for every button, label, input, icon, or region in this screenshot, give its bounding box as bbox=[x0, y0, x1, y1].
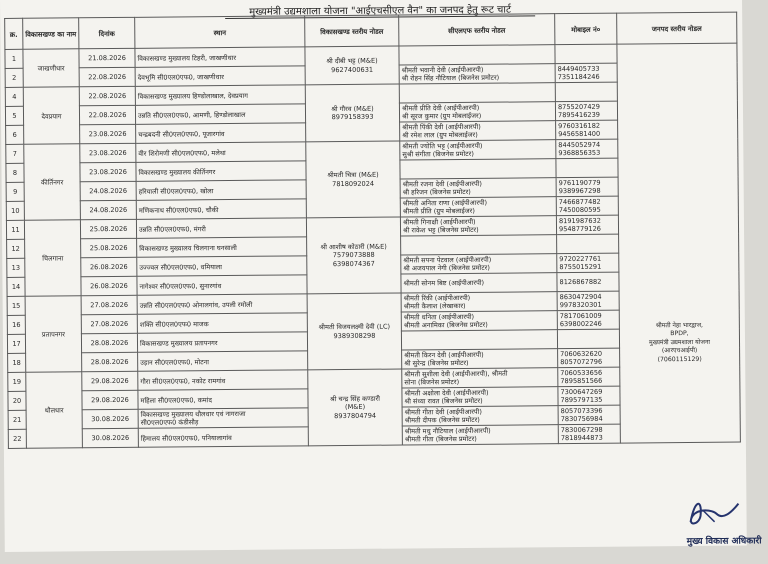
date-cell: 22.08.2026 bbox=[79, 67, 135, 86]
header-clf-nodal: सीएलएफ स्तरीय नोडल bbox=[399, 14, 555, 46]
district-nodal-line: (7060115129) bbox=[657, 355, 702, 363]
clf-nodal-cell bbox=[399, 45, 555, 65]
header-block: विकासखण्ड का नाम bbox=[23, 18, 79, 49]
date-cell: 26.08.2026 bbox=[81, 276, 137, 295]
header-district-nodal: जनपद स्तरीय नोडल bbox=[617, 12, 737, 44]
clf-nodal-line: श्रीमती गिनाक्षी (आईपीआरपी) bbox=[402, 217, 476, 227]
clf-nodal-cell bbox=[400, 159, 556, 179]
place-cell: मणिकनाथ सी0एल0एफ0, चौकी bbox=[136, 199, 306, 219]
block-nodal-line: 7818092024 bbox=[332, 179, 375, 188]
mobile-number: 9978320301 bbox=[559, 300, 602, 310]
block-nodal-line: (M&E) bbox=[344, 403, 366, 412]
block-nodal-cell bbox=[306, 141, 401, 218]
clf-nodal-cell bbox=[400, 178, 556, 198]
serial-cell: 20 bbox=[8, 391, 26, 410]
date-cell: 22.08.2026 bbox=[79, 105, 135, 124]
block-nodal-cell bbox=[305, 46, 399, 85]
place-cell: हरियाली सी0एल0एफ0, खोला bbox=[136, 180, 306, 200]
date-cell: 30.08.2026 bbox=[82, 428, 138, 447]
mobile-number: 7830067298 bbox=[560, 425, 603, 434]
mobile-cell bbox=[555, 82, 617, 102]
clf-nodal-line: श्रीमती दीपक (बिजनेस प्रमोटर) bbox=[404, 415, 480, 425]
block-nodal-line: 7579073888 bbox=[332, 251, 375, 260]
date-cell: 23.08.2026 bbox=[80, 143, 136, 162]
block-name-cell: चिलगाना bbox=[24, 220, 81, 296]
mobile-number: 9761190779 bbox=[558, 178, 601, 187]
mobile-number: 9720227761 bbox=[559, 254, 602, 263]
clf-nodal-line: श्री राकेश भट्ट (बिजनेस प्रमोटर) bbox=[402, 225, 479, 235]
header-block-nodal: विकासखण्ड स्तरीय नोडल bbox=[305, 15, 399, 47]
mobile-number: 8057073396 bbox=[560, 406, 603, 415]
route-chart-table bbox=[4, 12, 741, 449]
header-date: दिनांक bbox=[79, 17, 135, 48]
mobile-number: 8755207429 bbox=[557, 102, 600, 111]
mobile-number: 7895851566 bbox=[560, 376, 603, 386]
place-cell: चन्द्रबदनी सी0एल0एफ0, पूजारगांव bbox=[136, 123, 306, 143]
date-cell: 25.08.2026 bbox=[81, 238, 137, 257]
clf-nodal-line: श्रीमती सुशीला देवी (आईपीआरपी), श्रीमती bbox=[404, 369, 508, 379]
page-title: मुख्यमंत्री उद्यमशाला योजना "आईएचसीएल वैन" का जनपद हेतु रूट चार्ट bbox=[225, 1, 535, 19]
date-cell: 22.08.2026 bbox=[79, 86, 135, 105]
date-cell: 24.08.2026 bbox=[80, 200, 136, 219]
serial-cell: 4 bbox=[5, 87, 23, 106]
clf-nodal-cell bbox=[402, 349, 558, 369]
serial-cell: 13 bbox=[7, 258, 25, 277]
serial-cell: 17 bbox=[7, 334, 25, 353]
place-cell: विकासखण्ड मुख्यालय चिलगाना घनसाली bbox=[137, 237, 307, 257]
clf-nodal-cell bbox=[400, 197, 556, 217]
mobile-number: 7300647269 bbox=[560, 387, 603, 396]
clf-nodal-line: श्री संध्या रावत (बिजनेस प्रमोटर) bbox=[404, 396, 483, 406]
date-cell: 28.08.2026 bbox=[81, 333, 137, 352]
block-name-cell: प्रतापनगर bbox=[25, 296, 82, 372]
clf-nodal-cell bbox=[401, 330, 557, 350]
mobile-cell bbox=[556, 215, 618, 235]
mobile-cell bbox=[556, 120, 618, 140]
place-cell: उड़ान सी0एल0एफ0, मोटना bbox=[138, 351, 308, 371]
date-cell: 28.08.2026 bbox=[82, 352, 138, 371]
mobile-cell bbox=[557, 272, 619, 292]
block-nodal-cell bbox=[308, 369, 403, 446]
date-cell: 23.08.2026 bbox=[80, 162, 136, 181]
place-cell: उज्ज्वल सी0एल0एफ0, धमियाला bbox=[137, 256, 307, 276]
mobile-cell bbox=[555, 63, 617, 83]
mobile-cell bbox=[558, 386, 620, 406]
place-cell: विकासखण्ड मुख्यालय हिण्डोलाखाल, देवप्रयाग bbox=[135, 85, 305, 105]
place-line: विकासखण्ड मुख्यालय थौलधार एवं नागराजा bbox=[140, 409, 246, 419]
district-nodal-line: (आरएचआईपी) bbox=[661, 347, 698, 355]
clf-nodal-cell bbox=[401, 273, 557, 293]
serial-cell: 11 bbox=[6, 220, 24, 239]
serial-cell: 5 bbox=[5, 106, 23, 125]
date-cell: 23.08.2026 bbox=[80, 124, 136, 143]
clf-nodal-line: श्रीमती किरन देवी (आईपीआरपी) bbox=[404, 350, 484, 360]
date-cell: 29.08.2026 bbox=[82, 371, 138, 390]
date-cell: 29.08.2026 bbox=[82, 390, 138, 409]
clf-nodal-line: श्रीमती अक्षोला देवी (आईपीआरपी) bbox=[404, 388, 489, 398]
block-nodal-cell bbox=[306, 217, 401, 294]
mobile-cell bbox=[557, 253, 619, 273]
clf-nodal-line: श्रीमती कैलाश (लेखाकार) bbox=[403, 301, 466, 311]
clf-nodal-line: श्रीमती अनामिका (बिजनेस प्रमोटर) bbox=[403, 320, 488, 330]
clf-nodal-line: श्रीमती अनिता राणा (आईपीआरपी) bbox=[402, 198, 488, 208]
serial-cell: 22 bbox=[8, 429, 26, 448]
place-cell: उन्नति सी0एल0एफ0 ओनालगांव, उपली रमोली bbox=[137, 294, 307, 314]
mobile-number: 7351184246 bbox=[557, 72, 600, 82]
mobile-cell bbox=[558, 424, 620, 444]
serial-cell: 16 bbox=[7, 315, 25, 334]
mobile-number: 7060533656 bbox=[560, 368, 603, 377]
block-nodal-line: श्री आशीष कोठारी (M&E) bbox=[320, 242, 387, 252]
mobile-number: 8445052974 bbox=[558, 140, 601, 149]
mobile-cell bbox=[556, 177, 618, 197]
mobile-cell bbox=[557, 291, 619, 311]
mobile-cell bbox=[556, 196, 618, 216]
serial-cell: 2 bbox=[5, 68, 23, 87]
serial-cell: 12 bbox=[7, 239, 25, 258]
clf-nodal-cell bbox=[402, 387, 558, 407]
clf-nodal-line: श्रीमती प्रीति देवी (आईपीआरपी) bbox=[401, 103, 480, 113]
serial-cell: 19 bbox=[8, 372, 26, 391]
mobile-number: 7830756984 bbox=[560, 414, 603, 424]
date-cell: 25.08.2026 bbox=[80, 219, 136, 238]
mobile-cell bbox=[558, 348, 620, 368]
block-nodal-cell bbox=[307, 293, 402, 370]
clf-nodal-line: श्रीमती सपना पेटवाल (आईपीआरपी) bbox=[403, 255, 492, 265]
block-name-cell: कीर्तिनगर bbox=[24, 144, 81, 220]
mobile-number: 9548779126 bbox=[558, 224, 602, 234]
clf-nodal-cell bbox=[400, 121, 556, 141]
clf-nodal-cell bbox=[400, 140, 556, 160]
mobile-cell bbox=[558, 367, 620, 387]
block-nodal-line: श्री दीबी भट्ट (M&E) bbox=[326, 56, 378, 66]
serial-cell: 1 bbox=[5, 49, 23, 68]
place-cell bbox=[138, 408, 308, 428]
place-cell: विकासखण्ड मुख्यालय प्रतापनगर bbox=[137, 332, 307, 352]
date-cell: 26.08.2026 bbox=[81, 257, 137, 276]
clf-nodal-line: श्री रोहन सिंह नौटियाल (बिजनेस प्रमोटर) bbox=[401, 73, 500, 83]
district-nodal-line: BPDP, bbox=[670, 330, 689, 338]
place-cell: नागेश्वर सी0एल0एफ0, सुनारगांव bbox=[137, 275, 307, 295]
clf-nodal-line: सोना (बिजनेस प्रमोटर) bbox=[404, 378, 460, 387]
clf-nodal-line: श्रीमती गीता (बिजनेस प्रमोटर) bbox=[404, 434, 477, 444]
mobile-number: 7466877482 bbox=[558, 197, 601, 206]
clf-nodal-line: श्री रमेश लाल (ग्रुप मोबलाईजर) bbox=[402, 130, 478, 140]
clf-nodal-line: श्रीमती सोनम बिष्ट (आईपीआरपी) bbox=[403, 278, 485, 288]
header-serial: क्र. bbox=[5, 18, 23, 49]
mobile-number: 8755015291 bbox=[559, 262, 602, 272]
block-name-cell: देवप्रयाग bbox=[23, 87, 79, 144]
mobile-cell bbox=[557, 234, 619, 254]
district-nodal-line: मुख्यमंत्री उद्यमशाला योजना bbox=[648, 338, 711, 347]
serial-cell: 21 bbox=[8, 410, 26, 429]
mobile-number: 8449405733 bbox=[557, 64, 600, 73]
clf-nodal-cell bbox=[400, 216, 556, 236]
place-cell: वीर शिरोमणी सी0एल0एफ0, मलेथा bbox=[136, 142, 306, 162]
clf-nodal-cell bbox=[401, 292, 557, 312]
clf-nodal-line: श्री हरिजन (बिजनेस प्रमोटर) bbox=[402, 187, 471, 197]
place-cell: देवभूमि सी0एल0एफ0, जाखणीधार bbox=[135, 66, 305, 86]
serial-cell: 10 bbox=[6, 201, 24, 220]
clf-nodal-cell bbox=[401, 235, 557, 255]
block-name-cell: थौलधार bbox=[26, 372, 83, 448]
clf-nodal-line: श्री सुरेन्द्र (बिजनेस प्रमोटर) bbox=[404, 358, 469, 368]
mobile-number: 6398002246 bbox=[559, 319, 602, 329]
mobile-cell bbox=[555, 44, 617, 64]
serial-cell: 9 bbox=[6, 182, 24, 201]
clf-nodal-cell bbox=[401, 311, 557, 331]
clf-nodal-cell bbox=[399, 102, 555, 122]
clf-nodal-line: श्रीमती धनिता (आईपीआरपी) bbox=[403, 312, 475, 322]
date-cell: 30.08.2026 bbox=[82, 409, 138, 428]
mobile-number: 7060632620 bbox=[560, 349, 603, 358]
mobile-number: 9368856353 bbox=[558, 148, 601, 158]
serial-cell: 8 bbox=[6, 163, 24, 182]
official-stamp-text: मुख्य विकास अधिकारी bbox=[686, 536, 762, 548]
mobile-cell bbox=[558, 405, 620, 425]
district-nodal-cell bbox=[617, 43, 740, 443]
header-place: स्थान bbox=[135, 16, 305, 48]
clf-nodal-line: श्रीमती रजना देवी (आईपीआरपी) bbox=[402, 179, 483, 189]
date-cell: 27.08.2026 bbox=[81, 314, 137, 333]
header-mobile: मोबाइल नं० bbox=[555, 13, 617, 45]
serial-cell: 6 bbox=[6, 125, 24, 144]
place-cell: विकासखण्ड मुख्यालय कीर्तिनगर bbox=[136, 161, 306, 181]
date-cell: 24.08.2026 bbox=[80, 181, 136, 200]
serial-cell: 15 bbox=[7, 296, 25, 315]
block-nodal-line: 8979158393 bbox=[331, 112, 374, 122]
mobile-number: 8126867882 bbox=[559, 277, 602, 286]
mobile-number: 8630472904 bbox=[559, 292, 602, 301]
place-cell: हिमालय सी0एल0एफ0, पनियालागांव bbox=[138, 427, 308, 447]
place-cell: उन्नति सी0एल0एफ0, मंगरी bbox=[136, 218, 306, 238]
clf-nodal-line: श्रीमती मधु नौटियाल (आईपीआरपी) bbox=[404, 426, 491, 436]
clf-nodal-line: श्रीमती रिंकी (आईपीआरपी) bbox=[403, 293, 471, 303]
place-cell: शक्ति सी0एल0एफ0 माजक bbox=[137, 313, 307, 333]
mobile-cell bbox=[556, 158, 618, 178]
mobile-cell bbox=[556, 139, 618, 159]
date-cell: 21.08.2026 bbox=[79, 48, 135, 67]
place-cell: उन्नति सी0एल0एफ0, आमणी, हिण्डोलाखाल bbox=[135, 104, 305, 124]
mobile-cell bbox=[555, 101, 617, 121]
clf-nodal-cell bbox=[402, 406, 558, 426]
serial-cell: 7 bbox=[6, 144, 24, 163]
clf-nodal-cell bbox=[402, 368, 558, 388]
place-cell: विकासखण्ड मुख्यालय टिहरी, जाखणीधार bbox=[135, 47, 305, 67]
mobile-cell bbox=[557, 329, 619, 349]
mobile-cell bbox=[557, 310, 619, 330]
clf-nodal-line: श्री सूरज कुमार (ग्रुप मोबलाईजर) bbox=[401, 111, 482, 121]
clf-nodal-cell bbox=[399, 64, 555, 84]
place-cell: गौरा सी0एल0एफ0, नकोट रामगांव bbox=[138, 370, 308, 390]
clf-nodal-line: सुश्री संगीता (बिजनेस प्रमोटर) bbox=[402, 149, 474, 159]
clf-nodal-line: श्रीमती प्रीति (ग्रुप मोबलाईजर) bbox=[402, 206, 475, 216]
block-nodal-line: 9389308298 bbox=[333, 331, 376, 340]
mobile-number: 8057072796 bbox=[560, 357, 603, 367]
clf-nodal-cell bbox=[401, 254, 557, 274]
block-nodal-line: श्रीमती विजयलक्ष्मी देवी (LC) bbox=[318, 322, 391, 332]
clf-nodal-line: श्रीमती ज्योति भट्ट (आईपीआरपी) bbox=[402, 141, 483, 151]
block-nodal-line: श्री चन्द्र सिंह कण्डारी bbox=[330, 394, 380, 404]
signature-mark bbox=[672, 492, 742, 533]
clf-nodal-line: श्रीमती भवानी देवी (आईपीआरपी) bbox=[401, 65, 484, 75]
date-cell: 27.08.2026 bbox=[81, 295, 137, 314]
mobile-number: 7818944873 bbox=[560, 433, 603, 443]
clf-nodal-line: श्रीमती पिंकी देवी (आईपीआरपी) bbox=[402, 122, 481, 132]
block-name-cell: जाखणीधार bbox=[23, 49, 79, 87]
mobile-number: 7895416239 bbox=[557, 110, 601, 120]
clf-nodal-line: श्रीमती गीता देवी (आईपीआरपी) bbox=[404, 407, 482, 417]
block-nodal-line: श्री गौरव (M&E) bbox=[331, 104, 374, 113]
mobile-number: 9389967298 bbox=[558, 186, 601, 196]
clf-nodal-cell bbox=[402, 425, 558, 445]
clf-nodal-cell bbox=[399, 83, 555, 103]
clf-nodal-line: श्री अजयपाल नेगी (बिजनेस प्रमोटर) bbox=[403, 263, 490, 273]
block-nodal-line: 9627400631 bbox=[331, 65, 374, 74]
mobile-number: 8191987632 bbox=[558, 216, 601, 225]
mobile-number: 7450080595 bbox=[558, 205, 601, 215]
mobile-number: 9456581400 bbox=[558, 129, 601, 139]
block-nodal-line: श्रीमती चित्रा (M&E) bbox=[327, 170, 379, 180]
place-line: सी0एल0एफ0 कंडीसौड़ bbox=[140, 418, 199, 427]
mobile-number: 7895797135 bbox=[560, 395, 603, 405]
block-nodal-cell bbox=[305, 84, 399, 142]
place-cell: महिला सी0एल0एफ0, कमांद bbox=[138, 389, 308, 409]
serial-cell: 14 bbox=[7, 277, 25, 296]
mobile-number: 7817061009 bbox=[559, 311, 602, 320]
block-nodal-line: 8937804794 bbox=[334, 411, 377, 420]
district-nodal-line: श्रीमती नेहा भारद्वाज, bbox=[655, 321, 704, 330]
block-nodal-line: 6398074367 bbox=[332, 259, 375, 268]
mobile-number: 9760316182 bbox=[558, 121, 601, 130]
serial-cell: 18 bbox=[8, 353, 26, 372]
